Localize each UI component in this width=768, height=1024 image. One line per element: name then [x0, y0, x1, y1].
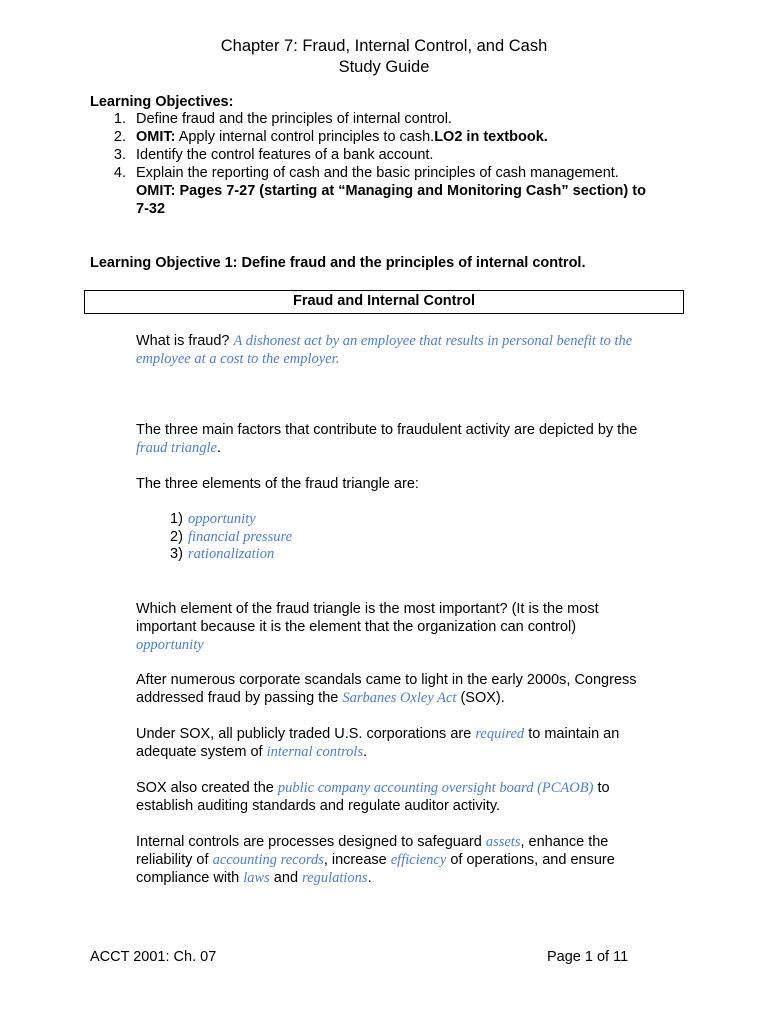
sox-paragraph: [136, 671, 676, 707]
para-text: .: [363, 744, 368, 760]
answer-text: public company accounting oversight board (PCAOB): [277, 780, 594, 796]
answer-text: accounting records: [212, 852, 324, 868]
para-text: Internal controls are processes designed to safeguard: [136, 834, 486, 850]
answer-text: employee at a cost to the employer.: [136, 351, 340, 367]
answer-text: regulations: [302, 870, 368, 886]
answer-text: internal controls: [266, 744, 364, 760]
para-text: compliance with: [136, 870, 244, 886]
para-text: SOX also created the: [136, 780, 278, 796]
question-text: What is fraud?: [136, 333, 234, 349]
objective-text: Apply internal control principles to cash.: [175, 129, 435, 145]
para-text: .: [216, 440, 221, 456]
omit-note-cont: 7-32: [136, 201, 166, 217]
sox-requirement-paragraph: [136, 725, 676, 761]
footer-page-number: Page 1 of 11: [547, 949, 629, 965]
answer-text: A dishonest act by an employee that results in personal benefit to the: [233, 333, 633, 349]
para-text: Under SOX, all publicly traded U.S. corporations are: [136, 726, 476, 742]
answer-text: fraud triangle: [136, 440, 217, 456]
doc-subtitle: Study Guide: [338, 58, 430, 76]
para-text: reliability of: [136, 852, 213, 868]
objective-number: 2.: [113, 129, 126, 145]
internal-controls-paragraph: [136, 833, 676, 887]
objective-note: LO2 in textbook.: [434, 129, 548, 145]
objective-text: Explain the reporting of cash and the basic principles of cash management.: [136, 165, 619, 181]
answer-text: required: [475, 726, 525, 742]
para-text: adequate system of: [136, 744, 267, 760]
para-text: establish auditing standards and regulate auditor activity.: [136, 798, 501, 814]
objectives-heading: Learning Objectives:: [90, 94, 234, 110]
objective-number: 3.: [113, 147, 126, 163]
triangle-paragraph: [136, 421, 676, 457]
answer-text: financial pressure: [188, 529, 293, 545]
footer-course: ACCT 2001: Ch. 07: [90, 949, 217, 965]
omit-note: OMIT: Pages 7-27 (starting at “Managing and Monitoring Cash” section) to: [136, 183, 646, 199]
element-number: 2): [170, 529, 183, 545]
lo1-heading: Learning Objective 1: Define fraud and the principles of internal control.: [90, 255, 586, 271]
fraud-question: [136, 332, 676, 368]
pcaob-paragraph: [136, 779, 676, 815]
objective-text: Identify the control features of a bank account.: [136, 147, 434, 163]
answer-text: assets: [485, 834, 521, 850]
para-text: to maintain an: [524, 726, 620, 742]
para-text: After numerous corporate scandals came to light in the early 2000s, Congress: [136, 672, 637, 688]
omit-label: OMIT:: [136, 129, 176, 145]
objective-number: 4.: [113, 165, 126, 181]
para-text: to: [593, 780, 610, 796]
doc-title: Chapter 7: Fraud, Internal Control, and Cash: [220, 37, 548, 55]
answer-text: rationalization: [188, 546, 275, 562]
section-box: Fraud and Internal Control: [84, 290, 684, 314]
elements-intro: The three elements of the fraud triangle are:: [136, 476, 419, 492]
para-text: important because it is the element that the organization can control): [136, 619, 577, 635]
para-text: and: [269, 870, 303, 886]
objective-number: 1.: [113, 111, 126, 127]
answer-text: laws: [243, 870, 270, 886]
objective-text: Define fraud and the principles of internal control.: [136, 111, 452, 127]
answer-text: opportunity: [188, 511, 256, 527]
answer-text: opportunity: [136, 637, 204, 653]
objective-item: [136, 129, 548, 145]
para-text: .: [367, 870, 372, 886]
para-text: , enhance the: [520, 834, 609, 850]
element-number: 1): [170, 511, 183, 527]
element-number: 3): [170, 546, 183, 562]
para-text: , increase: [323, 852, 391, 868]
para-text: of operations, and ensure: [446, 852, 615, 868]
answer-text: Sarbanes Oxley Act: [342, 690, 457, 706]
para-text: The three main factors that contribute to fraudulent activity are depicted by the: [136, 422, 638, 438]
answer-text: efficiency: [390, 852, 447, 868]
para-text: addressed fraud by passing the: [136, 690, 343, 706]
para-text: (SOX).: [456, 690, 505, 706]
para-text: Which element of the fraud triangle is the most important? (It is the most: [136, 601, 599, 617]
important-paragraph: [136, 600, 676, 654]
